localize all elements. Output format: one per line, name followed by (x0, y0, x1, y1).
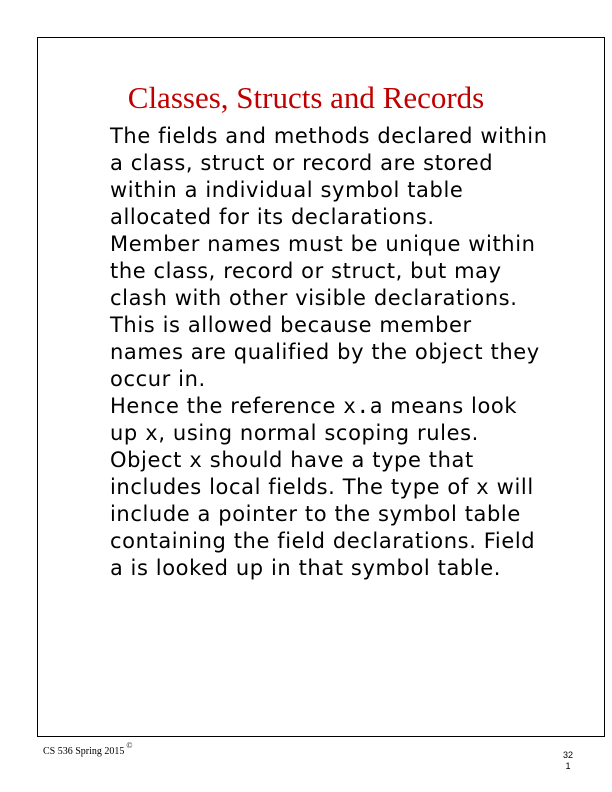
paragraph-3-text-1: Hence the reference (110, 394, 344, 418)
footer-course-label: CS 536 Spring 2015 (43, 746, 125, 757)
code-a: a (110, 556, 124, 580)
paragraph-3-text-6: is looked up in that symbol table. (123, 556, 502, 580)
paragraph-1: The fields and methods declared within a class, struct or record are stored within a individual symbol table allocated for its declarations. (110, 124, 548, 229)
copyright-mark: © (126, 741, 133, 750)
footer-course (43, 741, 133, 757)
paragraph-3 (110, 393, 550, 582)
code-x-1: x (145, 421, 159, 445)
paragraph-3-text-5: will include a pointer to the symbol table containing the field declarations. Field (110, 475, 536, 553)
paragraph-2: Member names must be unique within the class, record or struct, but may clash with other visible declarations. This is allowed because member names are qualified by the object they occur in. (110, 232, 540, 391)
page-number (548, 750, 588, 772)
paragraph-3-text-4: should have a type that includes local fields. The type of (110, 448, 477, 499)
slide-title: Classes, Structs and Records (127, 80, 485, 115)
page-number-top: 32 (562, 750, 573, 760)
paragraph-3-text-3: , using normal scoping rules. Object (110, 421, 479, 472)
code-x-3: x (476, 475, 490, 499)
code-x-2: x (189, 448, 203, 472)
slide-body (110, 123, 550, 582)
paragraph-3-text-2: means look up (110, 394, 518, 445)
code-x-dot-a: x.a (343, 394, 383, 418)
page-number-bottom: 1 (565, 761, 571, 771)
